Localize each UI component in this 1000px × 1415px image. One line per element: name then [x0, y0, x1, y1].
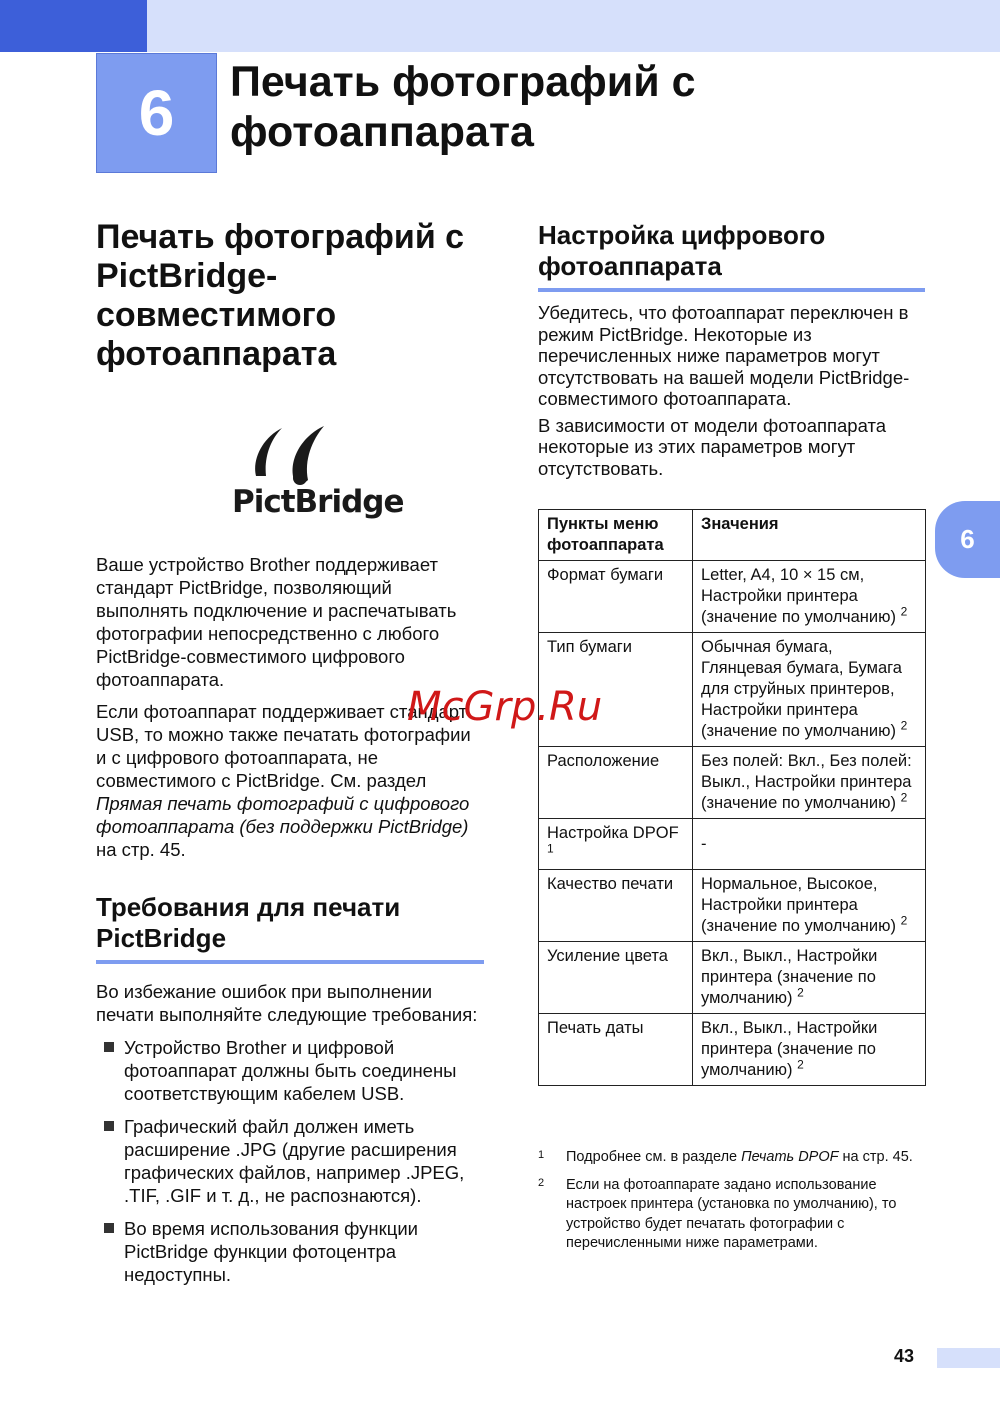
watermark: McGrp.Ru [407, 684, 603, 730]
bullet-square-icon [104, 1121, 114, 1131]
table-cell-item [539, 819, 693, 870]
setup-title-line: фотоаппарата [538, 251, 722, 281]
cell-text: Усиление цвета [547, 947, 668, 965]
footnote-ref: 2 [900, 718, 908, 733]
table-row [539, 747, 926, 819]
chapter-title-line: фотоаппарата [230, 108, 534, 156]
footnote-ref: 2 [797, 985, 804, 1000]
cell-text: Вкл., Выкл., Настройки принтера (значение по умолчанию) [701, 947, 878, 1007]
list-item-text: Графический файл должен иметь расширение .JPG (другие расширения графических файлов, например .JPEG, .TIF, .GIF и т. д., не распознаются). [124, 1116, 465, 1206]
page-number-bar [937, 1348, 1000, 1368]
table-cell-values [693, 561, 926, 633]
section-title-line: Печать фотографий с [96, 218, 465, 256]
chapter-number-box [96, 53, 217, 173]
cell-text: Тип бумаги [547, 638, 632, 656]
table-header-row [539, 510, 926, 561]
cell-text: Вкл., Выкл., Настройки принтера (значение по умолчанию) [701, 1019, 878, 1079]
setup-title [538, 220, 928, 282]
footnote-ref: 2 [797, 1057, 804, 1072]
table-row [539, 870, 926, 942]
cell-text: Настройка DPOF [547, 824, 679, 842]
footnote-link[interactable]: Печать DPOF [741, 1149, 839, 1165]
cell-text: Обычная бумага, Глянцевая бумага, Бумага для струйных принтеров, Настройки принтера (значение по умолчанию) [701, 638, 902, 740]
pictbridge-mark-icon [232, 420, 352, 490]
table-header-menu: Пункты меню фотоаппарата [539, 510, 693, 561]
table-cell-item [539, 1014, 693, 1086]
side-tab-number: 6 [960, 524, 975, 554]
table-row [539, 1014, 926, 1086]
section-title-line: PictBridge- [96, 257, 278, 295]
cell-text: Качество печати [547, 875, 674, 893]
table-cell-values [693, 819, 926, 870]
footnotes [538, 1148, 928, 1262]
cell-text: Формат бумаги [547, 566, 664, 584]
footnote-number: 2 [538, 1176, 545, 1189]
right-column [538, 218, 928, 1086]
cell-text: Без полей: Вкл., Без полей: Выкл., Настройки принтера (значение по умолчанию) [701, 752, 912, 812]
setup-title-line: Настройка цифрового [538, 220, 826, 250]
footnote-ref: 1 [547, 841, 554, 856]
table-cell-item [539, 942, 693, 1014]
requirements-intro: Во избежание ошибок при выполнении печати выполняйте следующие требования: [96, 981, 478, 1025]
table-cell-values [693, 1014, 926, 1086]
pictbridge-logo [232, 420, 404, 525]
table-cell-item [539, 747, 693, 819]
header-band [0, 0, 1000, 52]
footnote-text-start: Если на фотоаппарате задано использование настроек принтера (установка по умолчанию), то устройство будет печатать фотографии с перечисленными ниже параметрами. [566, 1176, 897, 1251]
logo-text: PictBridge [232, 484, 404, 520]
list-item [96, 1036, 486, 1105]
setup-paragraph: В зависимости от модели фотоаппарата некоторые из этих параметров могут отсутствовать. [538, 414, 887, 479]
footnote-text-end: на стр. 45. [838, 1149, 913, 1165]
footnote-text [566, 1148, 913, 1168]
cross-reference-link[interactable]: Прямая печать фотографий с цифрового фотоаппарата (без поддержки PictBridge) [96, 793, 470, 837]
footnote-ref: 2 [900, 913, 908, 928]
list-item [96, 1115, 486, 1207]
table-row [539, 942, 926, 1014]
footnote-text [566, 1176, 928, 1254]
settings-table [538, 509, 926, 1086]
chapter-title [230, 57, 696, 157]
table-cell-values [693, 870, 926, 942]
requirements-title [96, 892, 486, 954]
table-cell-item [539, 561, 693, 633]
table-cell-values [693, 942, 926, 1014]
table-cell-values [693, 747, 926, 819]
section-title [96, 218, 486, 374]
usb-text: Если фотоаппарат поддерживает стандарт USB, то можно также печатать фотографии и с цифрового фотоаппарата, не совместимого с PictBridge. См. раздел [96, 701, 471, 791]
left-column [96, 218, 486, 1286]
footnote-ref: 2 [900, 604, 908, 619]
cell-text: Печать даты [547, 1019, 644, 1037]
chapter-side-tab[interactable] [935, 501, 1000, 578]
list-item-text: Во время использования функции PictBridge функции фотоцентра недоступны. [124, 1218, 418, 1285]
requirements-title-line: Требования для печати [96, 892, 401, 922]
bullet-square-icon [104, 1223, 114, 1233]
section-rule [538, 288, 925, 292]
chapter-number: 6 [138, 77, 175, 149]
footnote-text-start: Подробнее см. в разделе [566, 1149, 742, 1165]
cell-text: Расположение [547, 752, 660, 770]
table-header-values: Значения [693, 510, 926, 561]
requirements-title-line: PictBridge [96, 923, 227, 953]
list-item-text: Устройство Brother и цифровой фотоаппарат должны быть соединены соответствующим кабелем USB. [124, 1037, 457, 1104]
section-title-line: фотоаппарата [96, 335, 337, 373]
intro-paragraph: Ваше устройство Brother поддерживает стандарт PictBridge, позволяющий выполнять подключение и распечатывать фотографии непосредственно с любого PictBridge-совместимого цифрового фотоаппарата. [96, 554, 457, 690]
page-number: 43 [894, 1346, 915, 1366]
header-band-accent [0, 0, 147, 52]
bullet-square-icon [104, 1042, 114, 1052]
footnote [538, 1176, 928, 1254]
section-rule [96, 960, 484, 964]
usb-text-end: на стр. 45. [96, 839, 186, 860]
setup-paragraph: Убедитесь, что фотоаппарат переключен в режим PictBridge. Некоторые из перечисленных ниже параметров могут отсутствовать на вашей модели PictBridge-совместимого фотоаппарата. [538, 302, 910, 409]
table-row [539, 819, 926, 870]
cell-text: Letter, A4, 10 × 15 см, Настройки принтера (значение по умолчанию) [701, 566, 897, 626]
cell-text: Нормальное, Высокое, Настройки принтера (значение по умолчанию) [701, 875, 897, 935]
chapter-title-line: Печать фотографий с [230, 58, 696, 106]
cell-text: - [701, 834, 707, 853]
table-cell-item [539, 870, 693, 942]
list-item [96, 1217, 486, 1286]
footnote [538, 1148, 928, 1168]
table-cell-values [693, 633, 926, 747]
footnote-ref: 2 [900, 790, 908, 805]
footnote-number: 1 [538, 1149, 545, 1161]
table-row [539, 561, 926, 633]
section-title-line: совместимого [96, 296, 337, 334]
